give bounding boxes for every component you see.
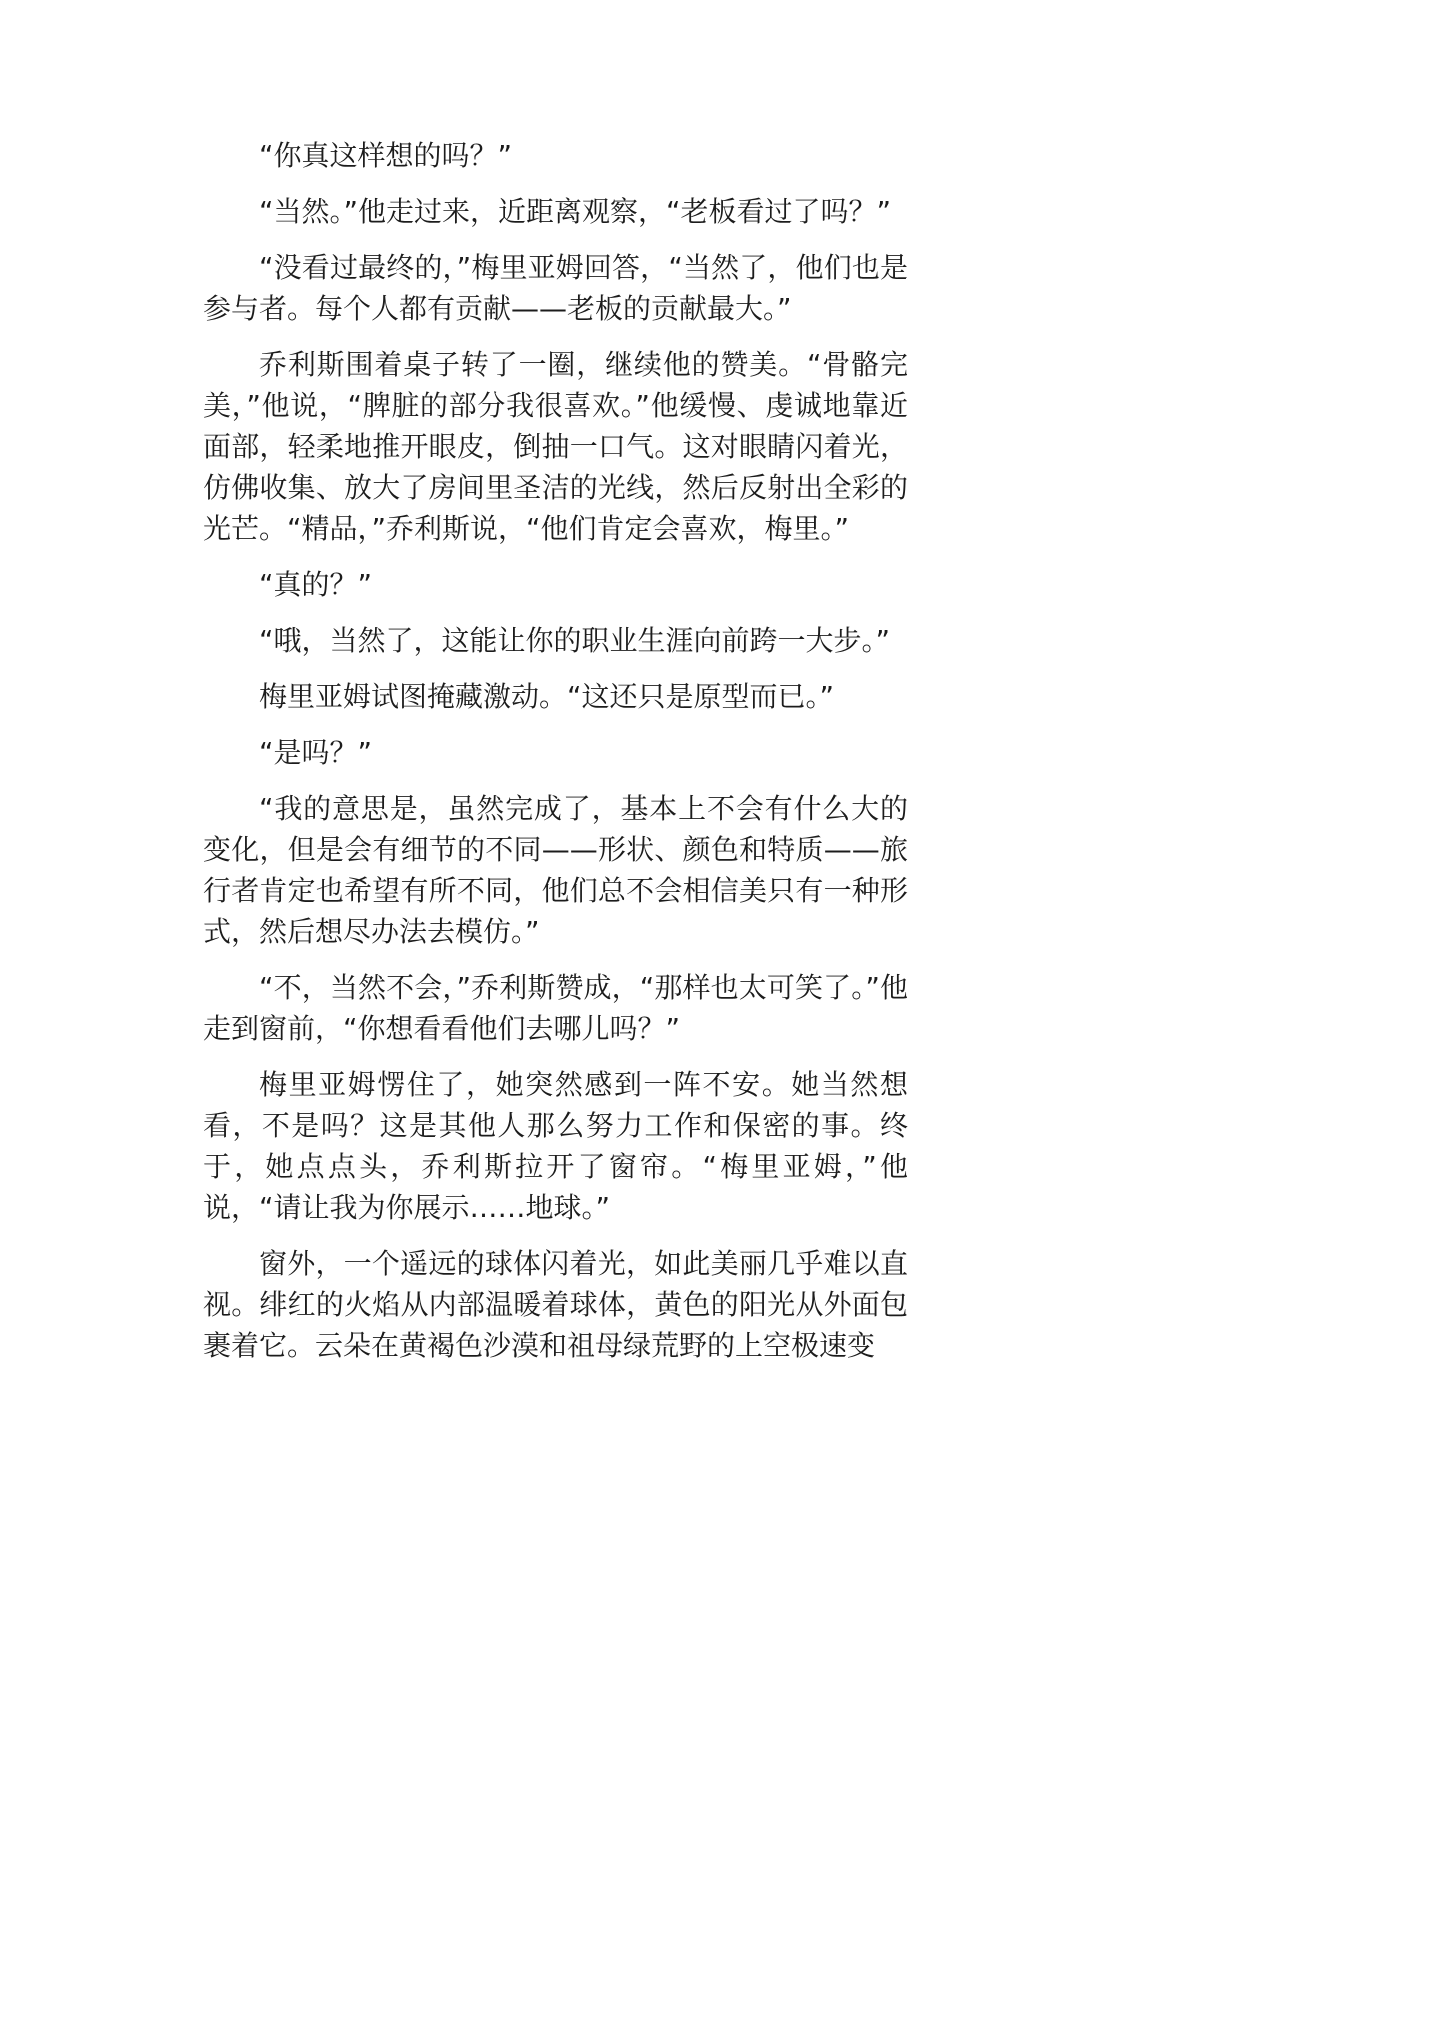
paragraph: “没看过最终的，”梅里亚姆回答，“当然了，他们也是参与者。每个人都有贡献——老板的贡献最大。”	[203, 251, 908, 325]
paragraph: “是吗？”	[259, 736, 373, 769]
body-text	[203, 135, 908, 1381]
paragraph: 窗外，一个遥远的球体闪着光，如此美丽几乎难以直视。绯红的火焰从内部温暖着球体，黄色的阳光从外面包裹着它。云朵在黄褐色沙漠和祖母绿荒野的上空极速变	[203, 1247, 908, 1362]
paragraph: “不，当然不会，”乔利斯赞成，“那样也太可笑了。”他走到窗前，“你想看看他们去哪儿吗？”	[203, 971, 908, 1045]
paragraph: 梅里亚姆愣住了，她突然感到一阵不安。她当然想看，不是吗？这是其他人那么努力工作和保密的事。终于，她点点头，乔利斯拉开了窗帘。“梅里亚姆，”他说，“请让我为你展示……地球。”	[203, 1068, 908, 1224]
paragraph: “哦，当然了，这能让你的职业生涯向前跨一大步。”	[259, 624, 891, 657]
paragraph: “真的？”	[259, 568, 373, 601]
paragraph: “你真这样想的吗？”	[259, 139, 513, 172]
paragraph: “我的意思是，虽然完成了，基本上不会有什么大的变化，但是会有细节的不同——形状、颜色和特质——旅行者肯定也希望有所不同，他们总不会相信美只有一种形式，然后想尽办法去模仿。”	[203, 792, 908, 948]
paragraph: 梅里亚姆试图掩藏激动。“这还只是原型而已。”	[259, 680, 835, 713]
paragraph: 乔利斯围着桌子转了一圈，继续他的赞美。“骨骼完美，”他说，“脾脏的部分我很喜欢。”他缓慢、虔诚地靠近面部，轻柔地推开眼皮，倒抽一口气。这对眼睛闪着光，仿佛收集、放大了房间里圣洁的光线，然后反射出全彩的光芒。“精品，”乔利斯说，“他们肯定会喜欢，梅里。”	[203, 348, 908, 545]
paragraph: “当然。”他走过来，近距离观察，“老板看过了吗？”	[259, 195, 892, 228]
